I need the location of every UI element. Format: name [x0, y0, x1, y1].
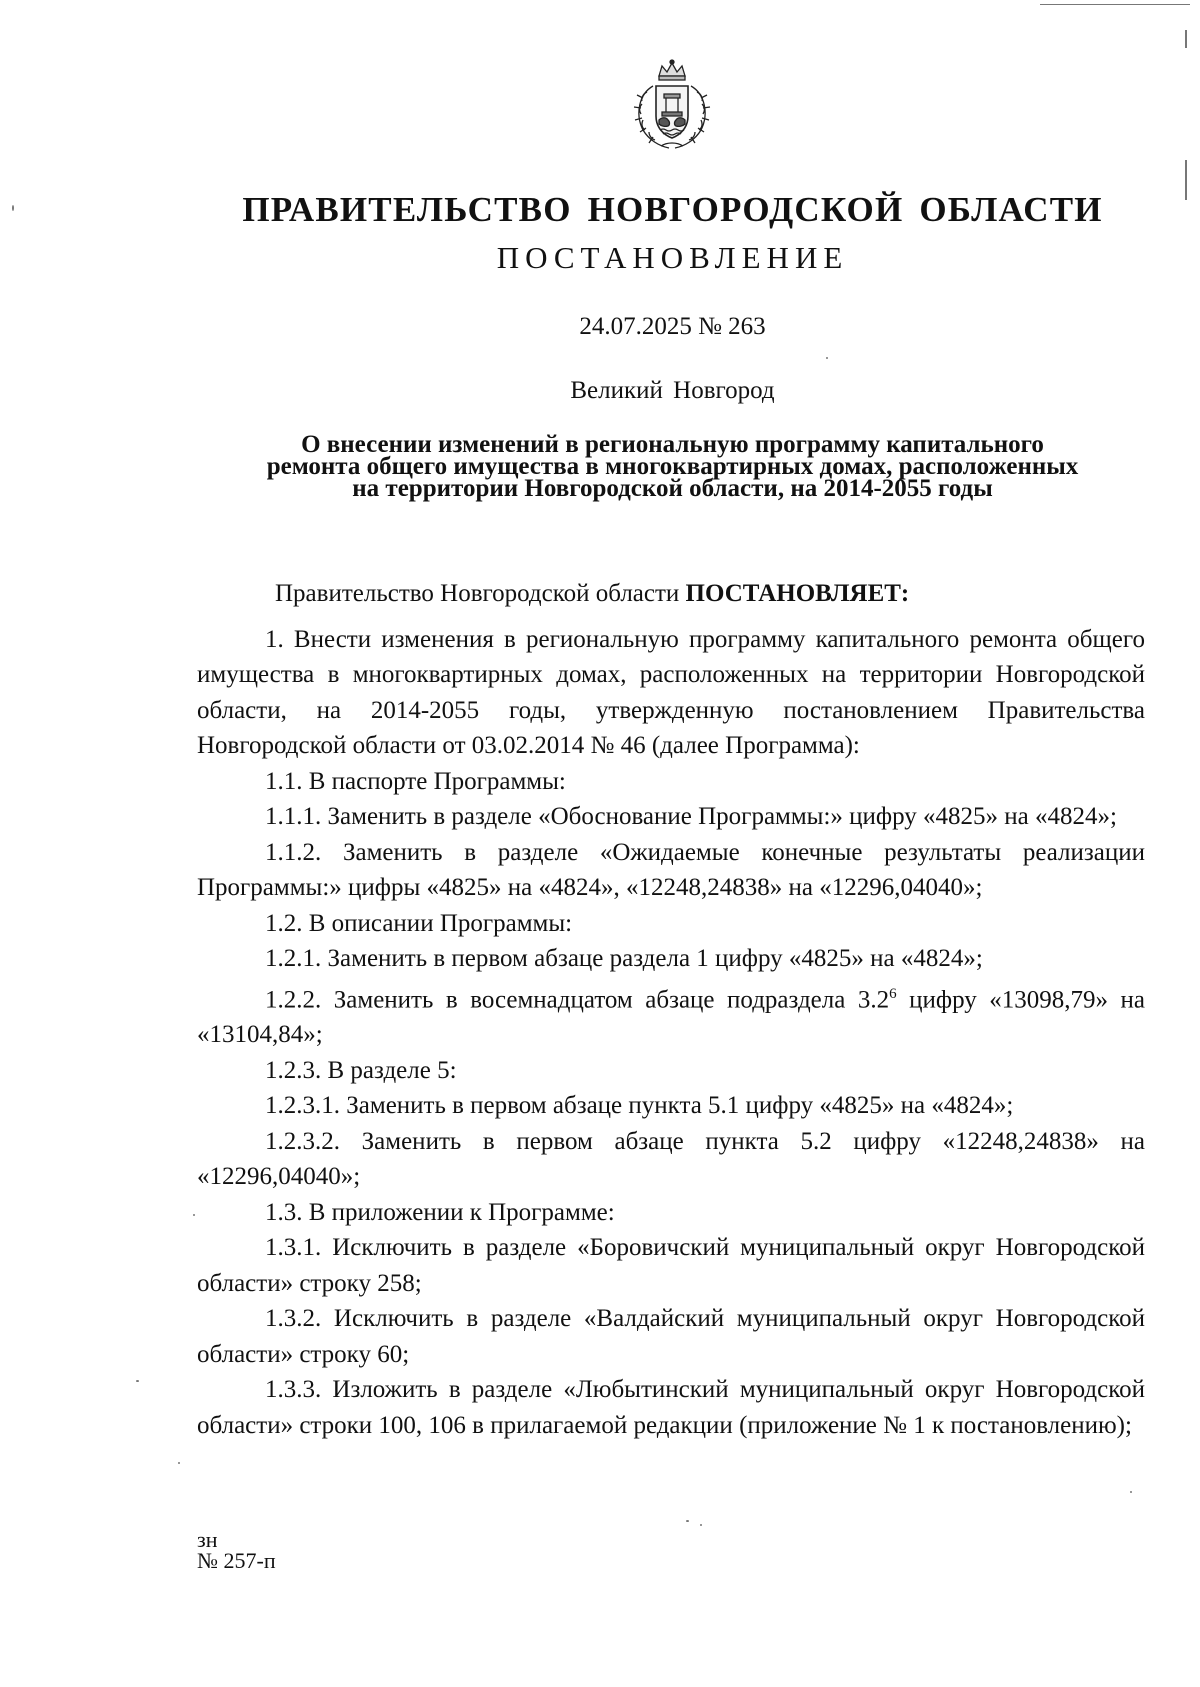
heading-line-2: ремонта общего имущества в многоквартирных домах, расположенных: [266, 453, 1079, 480]
paragraph-1-3-1: 1.3.1. Исключить в разделе «Боровичский муниципальный округ Новгородской области» строку 258;: [197, 1234, 1145, 1297]
novgorod-coat-of-arms-icon: [629, 58, 715, 152]
scan-speck: [700, 1524, 702, 1526]
scan-speck: [686, 1520, 689, 1522]
paragraph-1-2-3-2: 1.2.3.2. Заменить в первом абзаце пункта 5.2 цифру «12248,24838» на «12296,04040»;: [197, 1127, 1145, 1191]
document-city: Великий Новгород: [570, 377, 775, 404]
government-title: ПРАВИТЕЛЬСТВО НОВГОРОДСКОЙ ОБЛАСТИ: [242, 190, 1103, 229]
paragraph-1-2-3-1: 1.2.3.1. Заменить в первом абзаце пункта 5.1 цифру «4825» на «4824»;: [265, 1092, 1014, 1120]
paragraph-1-2-2-part-b: цифру «13098,79» на «13104,84»;: [197, 985, 1146, 1049]
scan-speck: [826, 357, 828, 359]
paragraph-1-2-2: [197, 977, 1145, 1053]
scan-speck: [1185, 160, 1187, 200]
paragraph-1-3: 1.3. В приложении к Программе:: [265, 1198, 615, 1226]
scan-speck: [193, 1214, 195, 1216]
paragraph-1-1-1: 1.1.1. Заменить в разделе «Обоснование Программы:» цифру «4825» на «4824»;: [265, 803, 1117, 830]
superscript-index: 6: [889, 985, 897, 1002]
paragraph-1-2: 1.2. В описании Программы:: [265, 909, 573, 937]
intro-text: Правительство Новгородской области: [275, 580, 686, 607]
scan-speck: [136, 1380, 139, 1382]
document-date-number: 24.07.2025 № 263: [579, 313, 766, 340]
paragraph-1-1-2: 1.1.2. Заменить в разделе «Ожидаемые конечные результаты реализации Программы:» цифры «4825» на «4824», «12248,24838» на «12296,04040»;: [197, 838, 1145, 901]
paragraph-1-1: 1.1. В паспорте Программы:: [265, 767, 566, 795]
paragraph-1-3-2: 1.3.2. Исключить в разделе «Валдайский муниципальный округ Новгородской области» строку 60;: [197, 1305, 1145, 1368]
paragraph-1-2-2-part-a: 1.2.2. Заменить в восемнадцатом абзаце подраздела 3.2: [265, 985, 890, 1013]
scan-speck: [178, 1462, 180, 1464]
scan-speck: [1130, 1491, 1132, 1493]
document-type: ПОСТАНОВЛЕНИЕ: [496, 240, 849, 275]
paragraph-1-3-3: 1.3.3. Изложить в разделе «Любытинский муниципальный округ Новгородской области» строки 100, 106 в прилагаемой редакции (приложение № 1 к постановлению);: [197, 1376, 1145, 1439]
scan-speck: [12, 205, 14, 211]
heading-line-1: О внесении изменений в региональную программу капитального: [301, 431, 1044, 458]
scan-speck: [1185, 30, 1187, 48]
document-footer: [197, 1529, 276, 1571]
executor-initials: зн: [197, 1527, 218, 1552]
paragraph-1-2-3: 1.2.3. В разделе 5:: [265, 1056, 457, 1084]
intro-emphasis: ПОСТАНОВЛЯЕТ:: [685, 580, 910, 607]
paragraph-1-2-1: 1.2.1. Заменить в первом абзаце раздела 1 цифру «4825» на «4824»;: [265, 945, 983, 972]
resolution-intro: [197, 576, 1145, 612]
paragraph-1: 1. Внести изменения в региональную программу капитального ремонта общего имущества в многоквартирных домах, расположенных на территории Новгородской области, на 2014-2055 годы, утвержденную постановлением Правительства Новгородской области от 03.02.2014 № 46 (далее Программа):: [197, 625, 1145, 759]
heading-line-3: на территории Новгородской области, на 2014-2055 годы: [352, 475, 993, 502]
scan-speck: [1040, 4, 1190, 5]
document-heading: [200, 431, 1145, 502]
registration-number: № 257-п: [197, 1548, 276, 1573]
document-body: [197, 576, 1145, 1443]
